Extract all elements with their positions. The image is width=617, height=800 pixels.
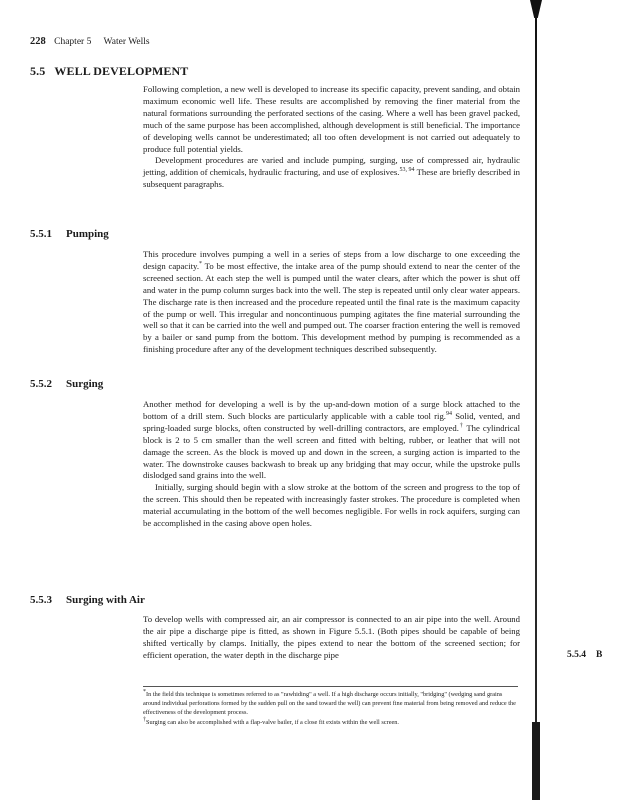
intro-paragraph-1: Following completion, a new well is developed to increase its specific capacity, prevent sanding, and obtain maximum economic well life. These results are accomplished by removing the finer material from the natural formations surrounding the perforated sections of the casing. Where a well has been gravel packed, much of the same purpose has been accomplished, although development is still beneficial. The importance of developing wells cannot be underestimated; all too often development is not carried out adequately to produce full potential yields. xyxy=(143,84,520,154)
intro-paragraph-2: Development procedures are varied and include pumping, surging, use of compressed air, hydraulic jetting, addition of chemicals, hydraulic fracturing, and use of explosives.$^{53, 94}$ These are briefly described in subsequent paragraphs. xyxy=(143,155,521,190)
subsection-title: Pumping xyxy=(66,228,109,240)
facing-section-title: B xyxy=(596,650,603,660)
pumping-text xyxy=(143,249,520,356)
citation: 53, 94 xyxy=(399,167,415,174)
subsection-number: 5.5.1 xyxy=(30,228,52,240)
subsection-title: Surging with Air xyxy=(66,594,145,606)
air-text xyxy=(143,614,520,662)
footnote-rule xyxy=(143,686,518,687)
subsection-heading-pumping xyxy=(30,228,109,240)
footnote-mark: * xyxy=(199,261,203,268)
section-title: WELL DEVELOPMENT xyxy=(54,64,189,78)
subsection-number: 5.5.2 xyxy=(30,378,52,390)
running-head xyxy=(30,36,150,47)
citation: 94 xyxy=(445,411,452,418)
subsection-title: Surging xyxy=(66,378,104,390)
subsection-heading-air xyxy=(30,594,145,606)
facing-page-heading xyxy=(567,650,602,660)
page-number: 228 xyxy=(30,36,46,47)
pumping-paragraph: This procedure involves pumping a well in a series of steps from a low discharge to one exceeding the design capacity.* To be most effective, the intake area of the pump should extend to near the center of the screened section. At each step the well is pumped until the water clears, after which the power is shut off and water in the pump column surges back into the well. The step is repeated until only clear water appears. The discharge rate is then increased and the procedure repeated until the final rate is the maximum capacity of the pump or well. This irregular and noncontinuous pumping agitates the fine material surrounding the well so that it can be carried into the well and pumped out. The coarser fraction entering the well is removed by a bailer or sand pump from the bottom. This development method by pumping is recommended as a finishing procedure after any of the development techniques described subsequently. xyxy=(143,249,521,355)
air-paragraph: To develop wells with compressed air, an air compressor is connected to an air pipe into the well. Around the air pipe a discharge pipe is fitted, as shown in Figure 5.5.1. (Both pipes should be capable of being shifted vertically by clamps. Initially, the pipes extend to near the bottom of the screened section; for efficient operation, the water depth in the discharge pipe xyxy=(143,614,520,660)
footnote-1: *In the field this technique is sometimes referred to as "rawhiding" a well. If a high discharge occurs initially, "bridging" (wedging sand grains around individual perforations formed by the sudden pull on the sand toward the well) can prevent fine material from being removed and reduce the effectiveness of the development process. xyxy=(143,688,516,717)
footnotes xyxy=(143,690,520,727)
footnote-2: †Surging can also be accomplished with a flap-valve bailer, if a close fit exists within the well screen. xyxy=(143,716,400,726)
book-gutter xyxy=(532,0,540,800)
footnote-mark: † xyxy=(458,422,464,429)
section-heading xyxy=(30,64,188,79)
surging-paragraph-1: Another method for developing a well is by the up-and-down motion of a surge block attached to the bottom of a drill stem. Such blocks are particularly applicable with a cable tool rig.$^{94}$ Solid, vented, and spring-loaded surge blocks, often constructed by well-drilling contractors, are employed.† The cylindrical block is 2 to 5 cm smaller than the well screen and fitted with belting, rubber, or leather that will not damage the screen. As the block is moved up and down in the screen, a surging action is imparted to the water. The downstroke causes backwash to break up any bridging that may occur, while the upstroke pulls dislodged sand grains into the well. xyxy=(143,399,521,481)
intro-text xyxy=(143,84,520,191)
chapter-title: Water Wells xyxy=(103,37,150,47)
surging-paragraph-2: Initially, surging should begin with a slow stroke at the bottom of the screen and progress to the top of the screen. This should then be repeated with increasingly faster strokes. The procedure is completed when material accumulating in the bottom of the well becomes negligible. For wells in rock aquifers, surging can be accomplished in the casing above open holes. xyxy=(143,482,520,529)
facing-section-number: 5.5.4 xyxy=(567,650,586,660)
section-number: 5.5 xyxy=(30,64,46,78)
surging-text xyxy=(143,399,520,530)
chapter-label: Chapter 5 xyxy=(54,37,92,47)
subsection-number: 5.5.3 xyxy=(30,594,52,606)
subsection-heading-surging xyxy=(30,378,103,390)
